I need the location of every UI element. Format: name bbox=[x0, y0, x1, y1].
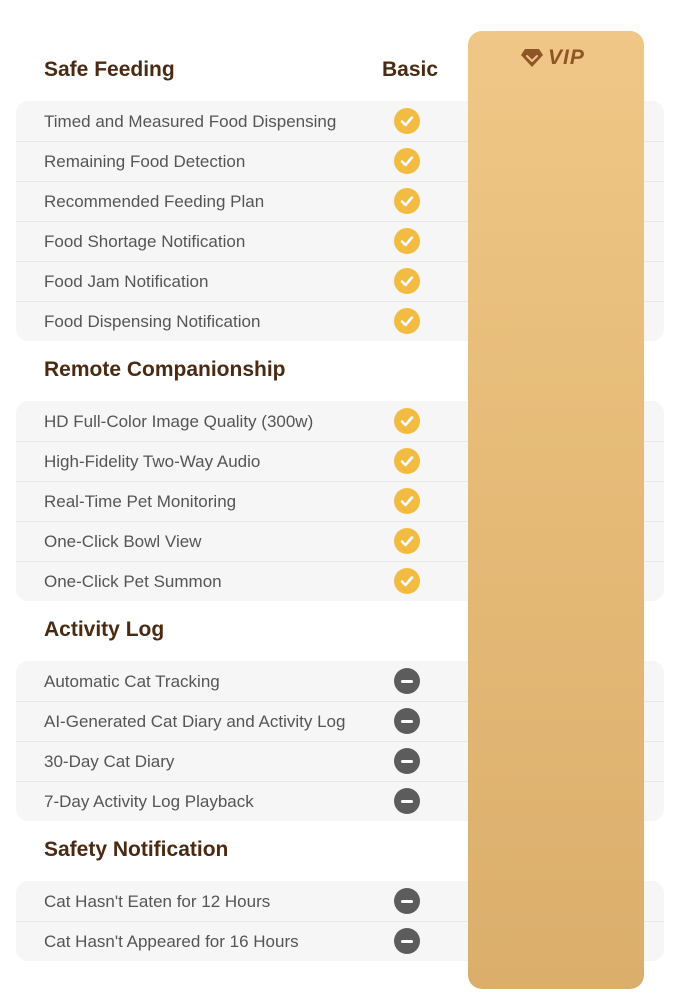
feature-label: HD Full-Color Image Quality (300w) bbox=[44, 412, 314, 431]
vip-label: VIP bbox=[548, 46, 585, 69]
feature-label: Cat Hasn't Eaten for 12 Hours bbox=[44, 892, 271, 911]
feature-label: High-Fidelity Two-Way Audio bbox=[44, 452, 261, 471]
section-title: Activity Log bbox=[44, 618, 165, 641]
vip-column-header bbox=[520, 46, 585, 70]
feature-label: Food Shortage Notification bbox=[44, 232, 246, 251]
basic-check-icon bbox=[394, 568, 420, 594]
basic-check-icon bbox=[394, 228, 420, 254]
feature-label: 7-Day Activity Log Playback bbox=[44, 792, 254, 811]
basic-check-icon bbox=[394, 268, 420, 294]
basic-unavailable-icon bbox=[394, 708, 420, 734]
basic-check-icon bbox=[394, 408, 420, 434]
feature-label: Timed and Measured Food Dispensing bbox=[44, 112, 337, 131]
basic-check-icon bbox=[394, 528, 420, 554]
feature-label: Food Jam Notification bbox=[44, 272, 209, 291]
feature-label: One-Click Pet Summon bbox=[44, 572, 222, 591]
basic-unavailable-icon bbox=[394, 888, 420, 914]
section-title: Safety Notification bbox=[44, 838, 229, 861]
section-title: Safe Feeding bbox=[44, 58, 175, 81]
diamond-icon bbox=[520, 48, 544, 68]
vip-column-highlight bbox=[468, 31, 644, 989]
feature-label: Recommended Feeding Plan bbox=[44, 192, 265, 211]
feature-label: One-Click Bowl View bbox=[44, 532, 202, 551]
feature-label: Food Dispensing Notification bbox=[44, 312, 261, 331]
basic-unavailable-icon bbox=[394, 668, 420, 694]
basic-check-icon bbox=[394, 488, 420, 514]
basic-check-icon bbox=[394, 188, 420, 214]
feature-label: Remaining Food Detection bbox=[44, 152, 246, 171]
feature-label: Automatic Cat Tracking bbox=[44, 672, 220, 691]
basic-check-icon bbox=[394, 148, 420, 174]
section-title: Remote Companionship bbox=[44, 358, 286, 381]
basic-check-icon bbox=[394, 448, 420, 474]
basic-check-icon bbox=[394, 108, 420, 134]
basic-column-header: Basic bbox=[382, 58, 439, 81]
feature-label: AI-Generated Cat Diary and Activity Log bbox=[44, 712, 346, 731]
feature-label: Cat Hasn't Appeared for 16 Hours bbox=[44, 932, 299, 951]
basic-check-icon bbox=[394, 308, 420, 334]
feature-label: Real-Time Pet Monitoring bbox=[44, 492, 237, 511]
feature-label: 30-Day Cat Diary bbox=[44, 752, 175, 771]
basic-unavailable-icon bbox=[394, 788, 420, 814]
basic-unavailable-icon bbox=[394, 928, 420, 954]
basic-unavailable-icon bbox=[394, 748, 420, 774]
